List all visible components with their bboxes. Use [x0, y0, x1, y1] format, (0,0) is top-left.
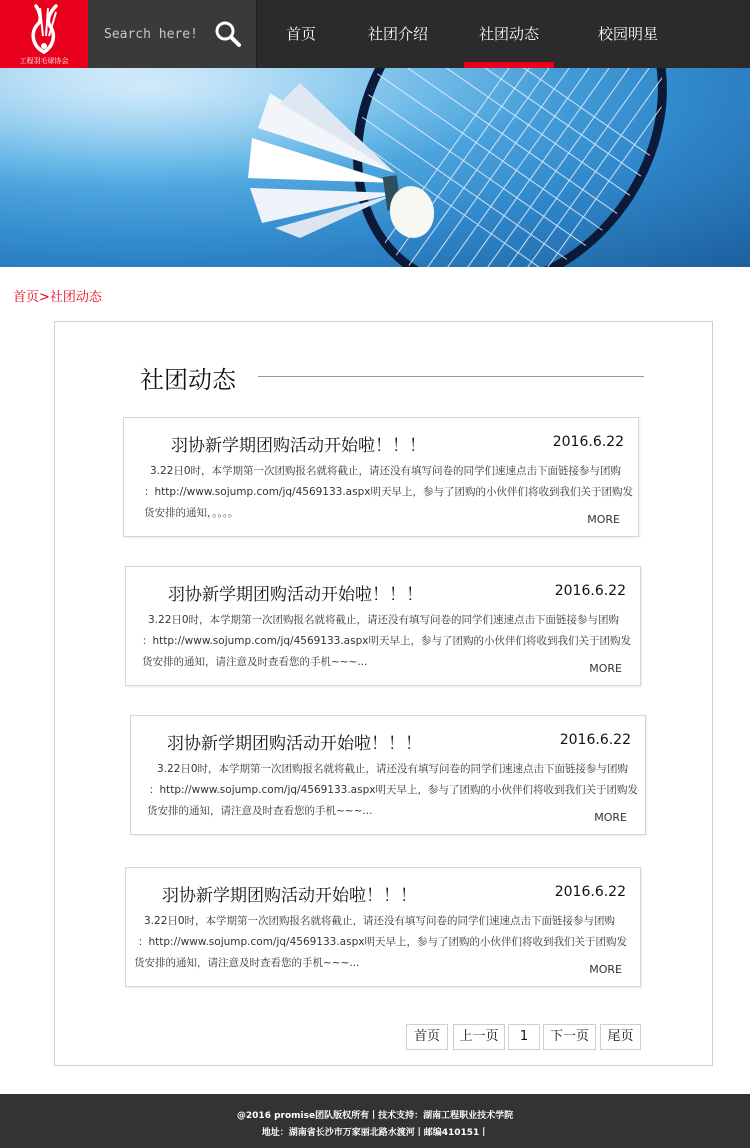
- more-link[interactable]: MORE: [589, 662, 622, 675]
- news-excerpt: [142, 610, 631, 673]
- footer-copyright: @2016 promise团队版权所有丨技术支持：湖南工程职业技术学院: [236, 1111, 514, 1121]
- news-excerpt-line: ：http://www.sojump.com/jq/4569133.aspx明天早上，参与了团购的小伙伴们将收到我们关于团购发: [149, 784, 638, 796]
- news-excerpt-line: ：http://www.sojump.com/jq/4569133.aspx明天早上，参与了团购的小伙伴们将收到我们关于团购发: [142, 635, 631, 647]
- page-current-number[interactable]: 1: [508, 1024, 540, 1050]
- news-date: 2016.6.22: [554, 884, 626, 900]
- breadcrumb-separator: >: [39, 290, 50, 305]
- news-excerpt-line: 3.22日0时，本学期第一次团购报名就将截止，请还没有填写问卷的同学们速速点击下面链接参与团购: [148, 614, 620, 626]
- news-excerpt: [134, 911, 627, 974]
- banner-image: [0, 68, 750, 267]
- news-excerpt-line: ：http://www.sojump.com/jq/4569133.aspx明天早上，参与了团购的小伙伴们将收到我们关于团购发: [144, 486, 633, 498]
- news-title-link[interactable]: 羽协新学期团购活动开始啦！！！: [162, 886, 417, 906]
- shuttlecock-logo-icon: [26, 2, 62, 54]
- news-card[interactable]: [125, 566, 641, 686]
- news-excerpt-line: 货安排的通知，。。。。: [144, 507, 239, 519]
- search-icon: [212, 18, 244, 50]
- news-card[interactable]: [130, 715, 646, 835]
- badminton-banner-illustration: [0, 68, 750, 267]
- page-last-button[interactable]: 尾页: [600, 1024, 641, 1050]
- search-box: [88, 0, 256, 68]
- breadcrumb: [13, 286, 102, 305]
- news-excerpt-line: 3.22日0时，本学期第一次团购报名就将截止，请还没有填写问卷的同学们速速点击下面链接参与团购: [150, 465, 622, 477]
- site-logo[interactable]: [0, 0, 88, 68]
- news-excerpt: [147, 759, 638, 822]
- logo-text: 工程羽毛球协会: [19, 57, 69, 65]
- news-excerpt: [144, 461, 633, 524]
- page-first-button[interactable]: 首页: [406, 1024, 448, 1050]
- news-excerpt-line: 3.22日0时，本学期第一次团购报名就将截止，请还没有填写问卷的同学们速速点击下面链接参与团购: [144, 915, 616, 927]
- section-title: 社团动态: [140, 366, 236, 394]
- news-panel: [54, 321, 713, 1066]
- news-card[interactable]: [123, 417, 639, 537]
- news-title-link[interactable]: 羽协新学期团购活动开始啦！！！: [167, 734, 422, 754]
- news-title-link[interactable]: 羽协新学期团购活动开始啦！！！: [168, 585, 423, 605]
- breadcrumb-home-link[interactable]: 首页: [13, 290, 40, 305]
- more-link[interactable]: MORE: [589, 963, 622, 976]
- news-excerpt-line: 货安排的通知，请注意及时查看您的手机~~~...: [142, 656, 368, 668]
- news-date: 2016.6.22: [552, 434, 624, 450]
- news-excerpt-line: 货安排的通知，请注意及时查看您的手机~~~...: [147, 805, 373, 817]
- nav-item-home[interactable]: 首页: [285, 25, 316, 43]
- page-next-button[interactable]: 下一页: [543, 1024, 596, 1050]
- news-excerpt-line: 货安排的通知，请注意及时查看您的手机~~~...: [134, 957, 360, 969]
- site-header: [0, 0, 750, 68]
- more-link[interactable]: MORE: [587, 513, 620, 526]
- nav-item-stars[interactable]: 校园明星: [597, 25, 658, 43]
- news-date: 2016.6.22: [559, 732, 631, 748]
- search-input[interactable]: [104, 23, 214, 45]
- site-footer: [0, 1094, 750, 1148]
- search-button[interactable]: [212, 18, 244, 50]
- nav-item-news[interactable]: 社团动态: [464, 0, 554, 68]
- breadcrumb-current[interactable]: 社团动态: [49, 290, 102, 305]
- footer-address: 地址：湖南省长沙市万家丽北路水渡河丨邮编410151丨: [261, 1128, 489, 1138]
- more-link[interactable]: MORE: [594, 811, 627, 824]
- news-excerpt-line: ：http://www.sojump.com/jq/4569133.aspx明天早上，参与了团购的小伙伴们将收到我们关于团购发: [138, 936, 627, 948]
- news-excerpt-line: 3.22日0时，本学期第一次团购报名就将截止，请还没有填写问卷的同学们速速点击下面链接参与团购: [157, 763, 629, 775]
- nav-item-intro[interactable]: 社团介绍: [367, 25, 428, 43]
- section-divider: [258, 376, 644, 377]
- news-title-link[interactable]: 羽协新学期团购活动开始啦！！！: [171, 436, 426, 456]
- news-card[interactable]: [125, 867, 641, 987]
- page-prev-button[interactable]: 上一页: [453, 1024, 505, 1050]
- news-date: 2016.6.22: [554, 583, 626, 599]
